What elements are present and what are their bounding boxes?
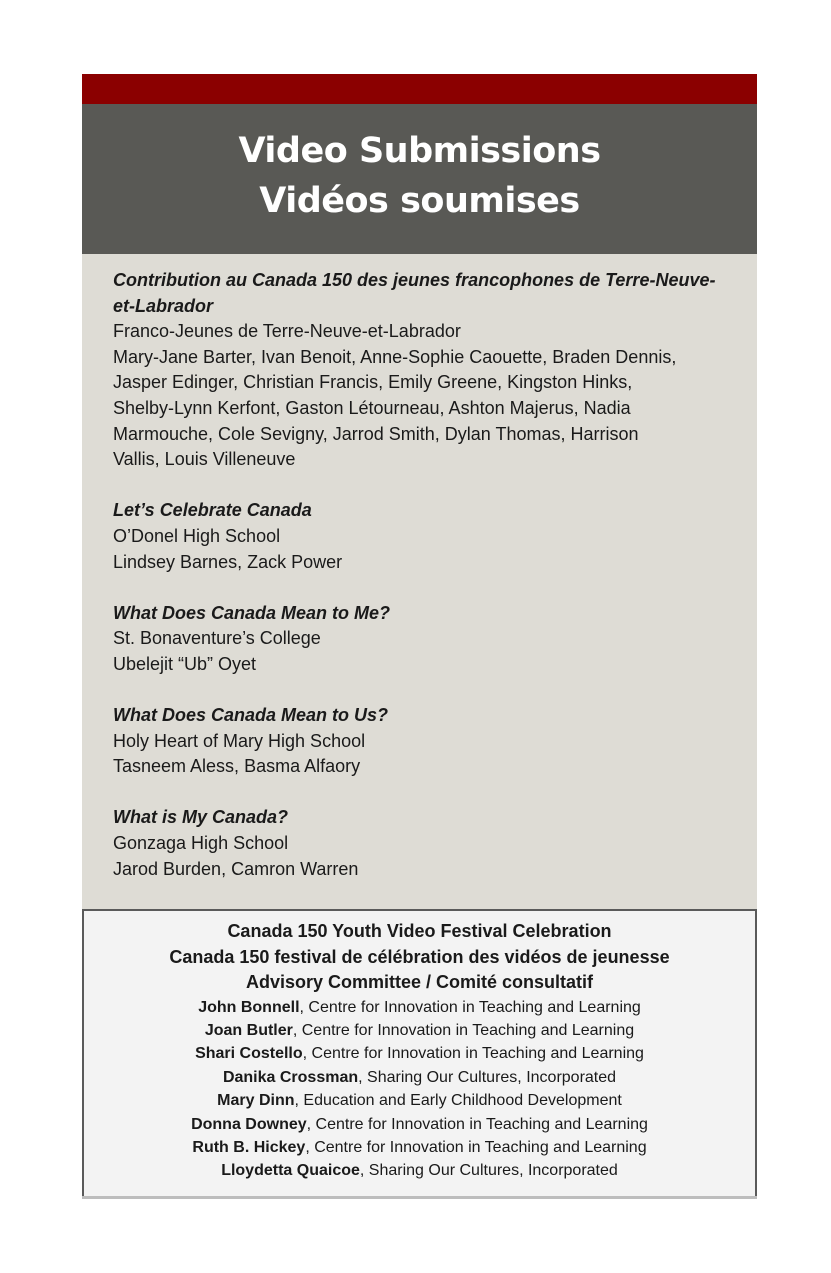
member-affiliation: , Centre for Innovation in Teaching and Learning [292, 1021, 635, 1039]
festival-title-french: Canada 150 festival de célébration des vidéos de jeunesse [169, 946, 670, 967]
member-affiliation: , Centre for Innovation in Teaching and Learning [299, 998, 641, 1016]
committee-member [84, 1136, 755, 1159]
member-name: Danika Crossman [222, 1068, 359, 1086]
submission-students: Jasper Edinger, Christian Francis, Emily Greene, Kingston Hinks, [113, 372, 633, 393]
submission-entry [113, 601, 733, 678]
submission-entry [113, 268, 733, 473]
committee-member [84, 996, 755, 1019]
submission-students: Shelby-Lynn Kerfont, Gaston Létourneau, Ashton Majerus, Nadia [113, 397, 631, 418]
bottom-divider [82, 1196, 757, 1199]
submission-students: Marmouche, Cole Sevigny, Jarrod Smith, Dylan Thomas, Harrison [113, 423, 639, 444]
submission-title: Contribution au Canada 150 des jeunes francophones de Terre-Neuve-et-Labrador [113, 270, 716, 316]
submission-title: Let’s Celebrate Canada [113, 500, 312, 521]
submission-students: Jarod Burden, Camron Warren [113, 858, 359, 879]
title-english: Video Submissions [238, 131, 601, 171]
submission-students: Vallis, Louis Villeneuve [113, 449, 296, 470]
committee-member [84, 1159, 755, 1182]
title-french: Vidéos soumises [259, 181, 580, 221]
submission-title: What Does Canada Mean to Us? [113, 705, 389, 726]
red-accent-bar [82, 74, 757, 104]
member-name: Lloydetta Quaicoe [221, 1162, 360, 1180]
submission-title: What Does Canada Mean to Me? [113, 602, 391, 623]
submission-school: Holy Heart of Mary High School [113, 730, 366, 751]
advisory-committee-box [82, 909, 757, 1198]
submission-school: Franco-Jeunes de Terre-Neuve-et-Labrador [113, 321, 461, 342]
submission-entry [113, 498, 733, 575]
submissions-list [113, 268, 733, 908]
member-affiliation: , Sharing Our Cultures, Incorporated [358, 1068, 617, 1086]
submission-entry [113, 703, 733, 780]
member-affiliation: , Centre for Innovation in Teaching and Learning [302, 1045, 644, 1063]
submission-students: Lindsey Barnes, Zack Power [113, 551, 343, 572]
committee-member [84, 1089, 755, 1112]
committee-member [84, 1019, 755, 1042]
page-header [82, 104, 757, 254]
member-name: Ruth B. Hickey [192, 1138, 306, 1156]
submission-entry [113, 805, 733, 882]
committee-member [84, 1066, 755, 1089]
member-name: Donna Downey [191, 1115, 307, 1133]
member-affiliation: , Centre for Innovation in Teaching and Learning [305, 1138, 647, 1156]
submission-students: Ubelejit “Ub” Oyet [113, 653, 257, 674]
member-name: Shari Costello [195, 1045, 303, 1063]
submission-school: St. Bonaventure’s College [113, 628, 321, 649]
submission-school: Gonzaga High School [113, 833, 289, 854]
member-name: John Bonnell [198, 998, 300, 1016]
submission-school: O’Donel High School [113, 525, 281, 546]
submission-students: Tasneem Aless, Basma Alfaory [113, 756, 361, 777]
submissions-panel [82, 254, 757, 910]
committee-heading: Advisory Committee / Comité consultatif [245, 972, 594, 992]
submission-title: What is My Canada? [113, 807, 289, 828]
submission-students: Mary-Jane Barter, Ivan Benoit, Anne-Sophie Caouette, Braden Dennis, [113, 346, 677, 367]
festival-title-english: Canada 150 Youth Video Festival Celebration [227, 921, 612, 941]
member-affiliation: , Education and Early Childhood Development [294, 1092, 622, 1110]
member-affiliation: , Sharing Our Cultures, Incorporated [359, 1162, 618, 1180]
committee-member [84, 1113, 755, 1136]
member-name: Joan Butler [204, 1021, 293, 1039]
committee-member [84, 1042, 755, 1065]
member-affiliation: , Centre for Innovation in Teaching and Learning [306, 1115, 648, 1133]
member-name: Mary Dinn [217, 1092, 295, 1110]
